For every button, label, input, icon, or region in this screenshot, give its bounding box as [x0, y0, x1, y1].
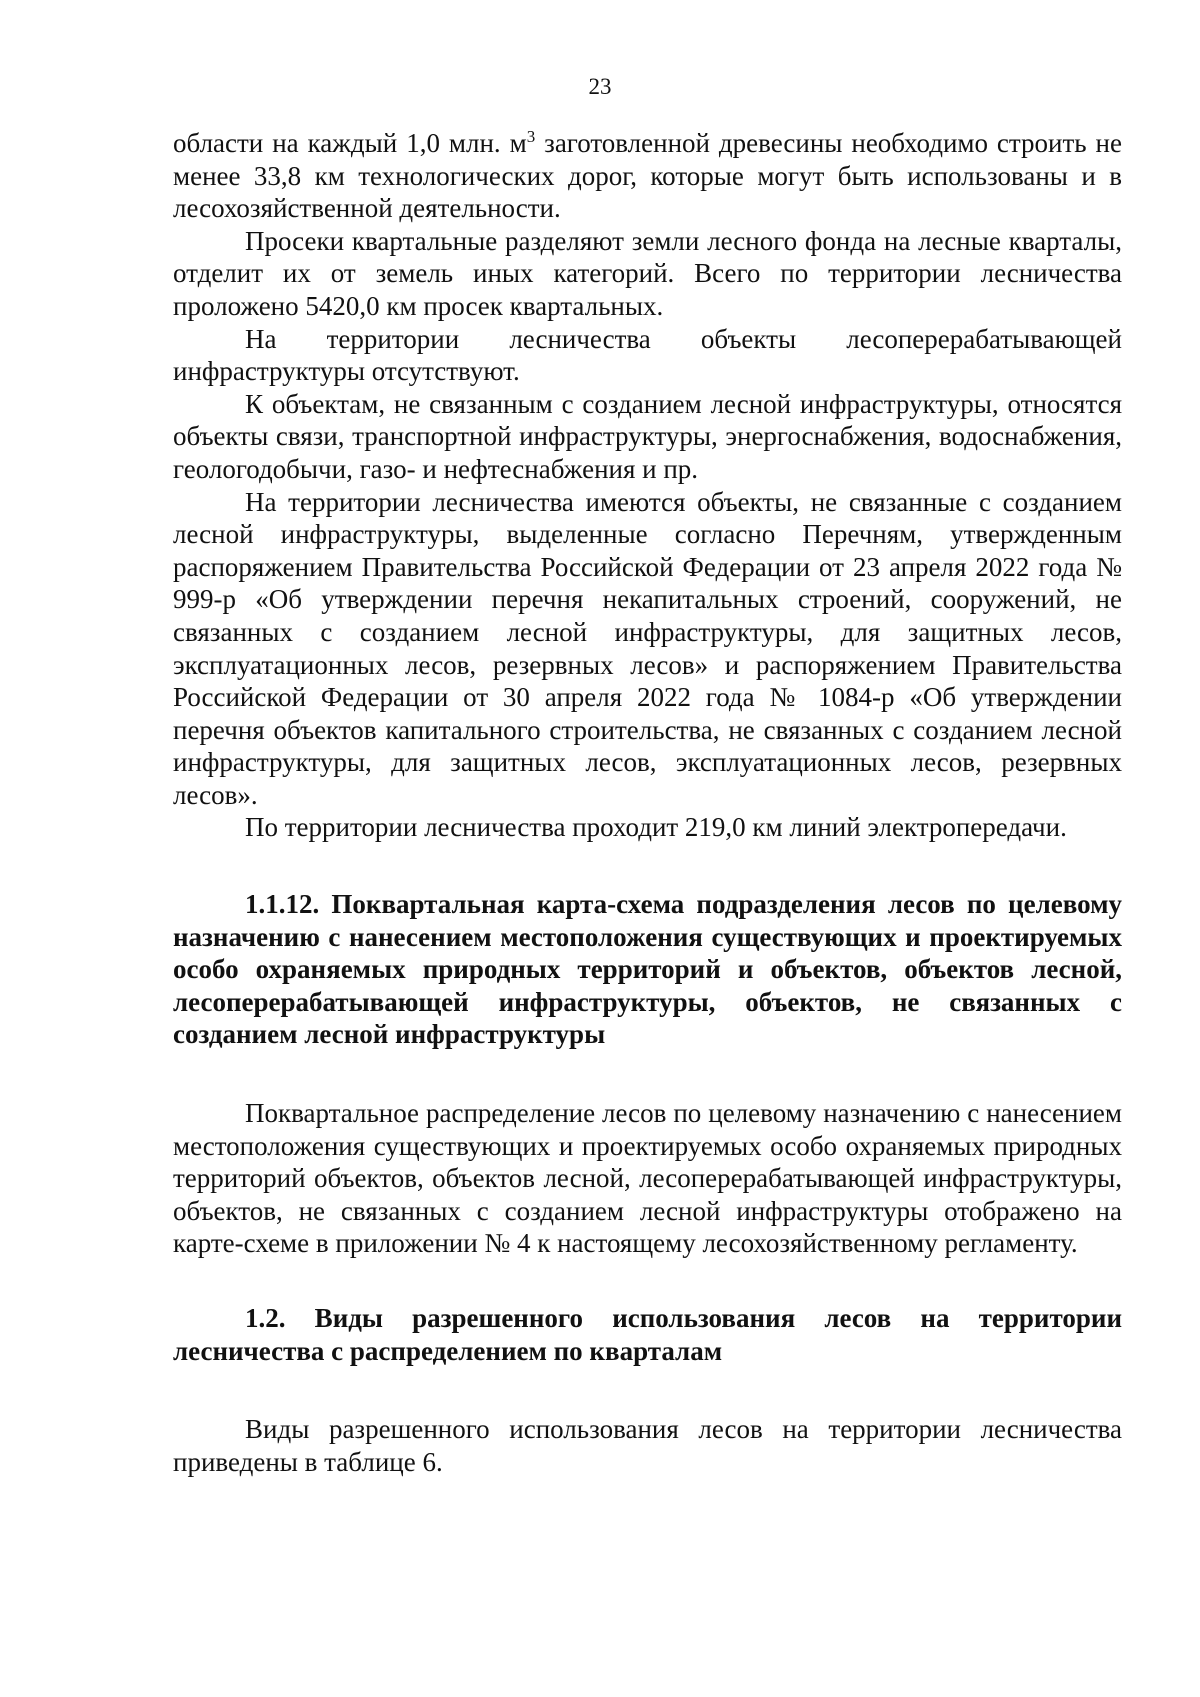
section-1-2-body: Виды разрешенного использования лесов на территории лесничества приведены в таблице 6. — [173, 1414, 1122, 1477]
paragraph-roads-text-end: заготовленной древесины необходимо строить не менее 33,8 км технологических дорог, которые могут быть использованы и в лесохозяйственной деятельности. — [173, 128, 1122, 224]
paragraph-processing-line1: На территории лесничества объекты лесоперерабатывающей — [245, 323, 1122, 354]
paragraph-power-lines: По территории лесничества проходит 219,0 км линий электропередачи. — [245, 812, 1067, 843]
paragraph-non-forest-objects: К объектам, не связанным с созданием лесной инфраструктуры, относятся объекты связи, транспортной инфраструктуры, энергоснабжения, водоснабжения, геологодобычи, газо- и нефтеснабжения и пр. — [173, 388, 1122, 484]
paragraph-government-orders: На территории лесничества имеются объекты, не связанные с созданием лесной инфраструктуры, выделенные согласно Перечням, утвержденным распоряжением Правительства Российской Федерации от 23 апреля 2022 года № 999-р «Об утверждении перечня некапитальных строений, сооружений, не связанных с созданием лесной инфраструктуры, для защитных лесов, эксплуатационных лесов, резервных лесов» и распоряжением Правительства Российской Федерации от 30 апреля 2022 года № 1084-р «Об утверждении перечня объектов капитального строительства, не связанных с созданием лесной инфраструктуры, для защитных лесов, эксплуатационных лесов, резервных лесов». — [173, 486, 1122, 810]
paragraph-processing-line2: инфраструктуры отсутствуют. — [173, 356, 520, 387]
section-1-1-12-body: Поквартальное распределение лесов по целевому назначению с нанесением местоположения существующих и проектируемых особо охраняемых природных территорий объектов, объектов лесной, лесоперерабатывающей инфраструктуры, объектов, не связанных с созданием лесной инфраструктуры отображено на карте-схеме в приложении № 4 к настоящему лесохозяйственному регламенту. — [173, 1098, 1122, 1259]
section-heading-1-2: 1.2. Виды разрешенного использования лесов на территории лесничества с распределением по кварталам — [173, 1303, 1122, 1366]
page-content — [173, 127, 1122, 1478]
paragraph-roads-text-start: области на каждый 1,0 млн. м — [173, 128, 527, 158]
section-heading-1-1-12: 1.1.12. Поквартальная карта-схема подразделения лесов по целевому назначению с нанесением местоположения существующих и проектируемых особо охраняемых природных территорий и объектов, объектов лесной, лесоперерабатывающей инфраструктуры, объектов, не связанных с созданием лесной инфраструктуры — [173, 889, 1122, 1050]
paragraph-roads — [173, 127, 1122, 225]
cubic-superscript: 3 — [526, 127, 536, 146]
paragraph-clearings: Просеки квартальные разделяют земли лесного фонда на лесные кварталы, отделит их от земель иных категорий. Всего по территории лесничества проложено 5420,0 км просек квартальных. — [173, 225, 1122, 321]
page-number: 23 — [588, 74, 612, 99]
